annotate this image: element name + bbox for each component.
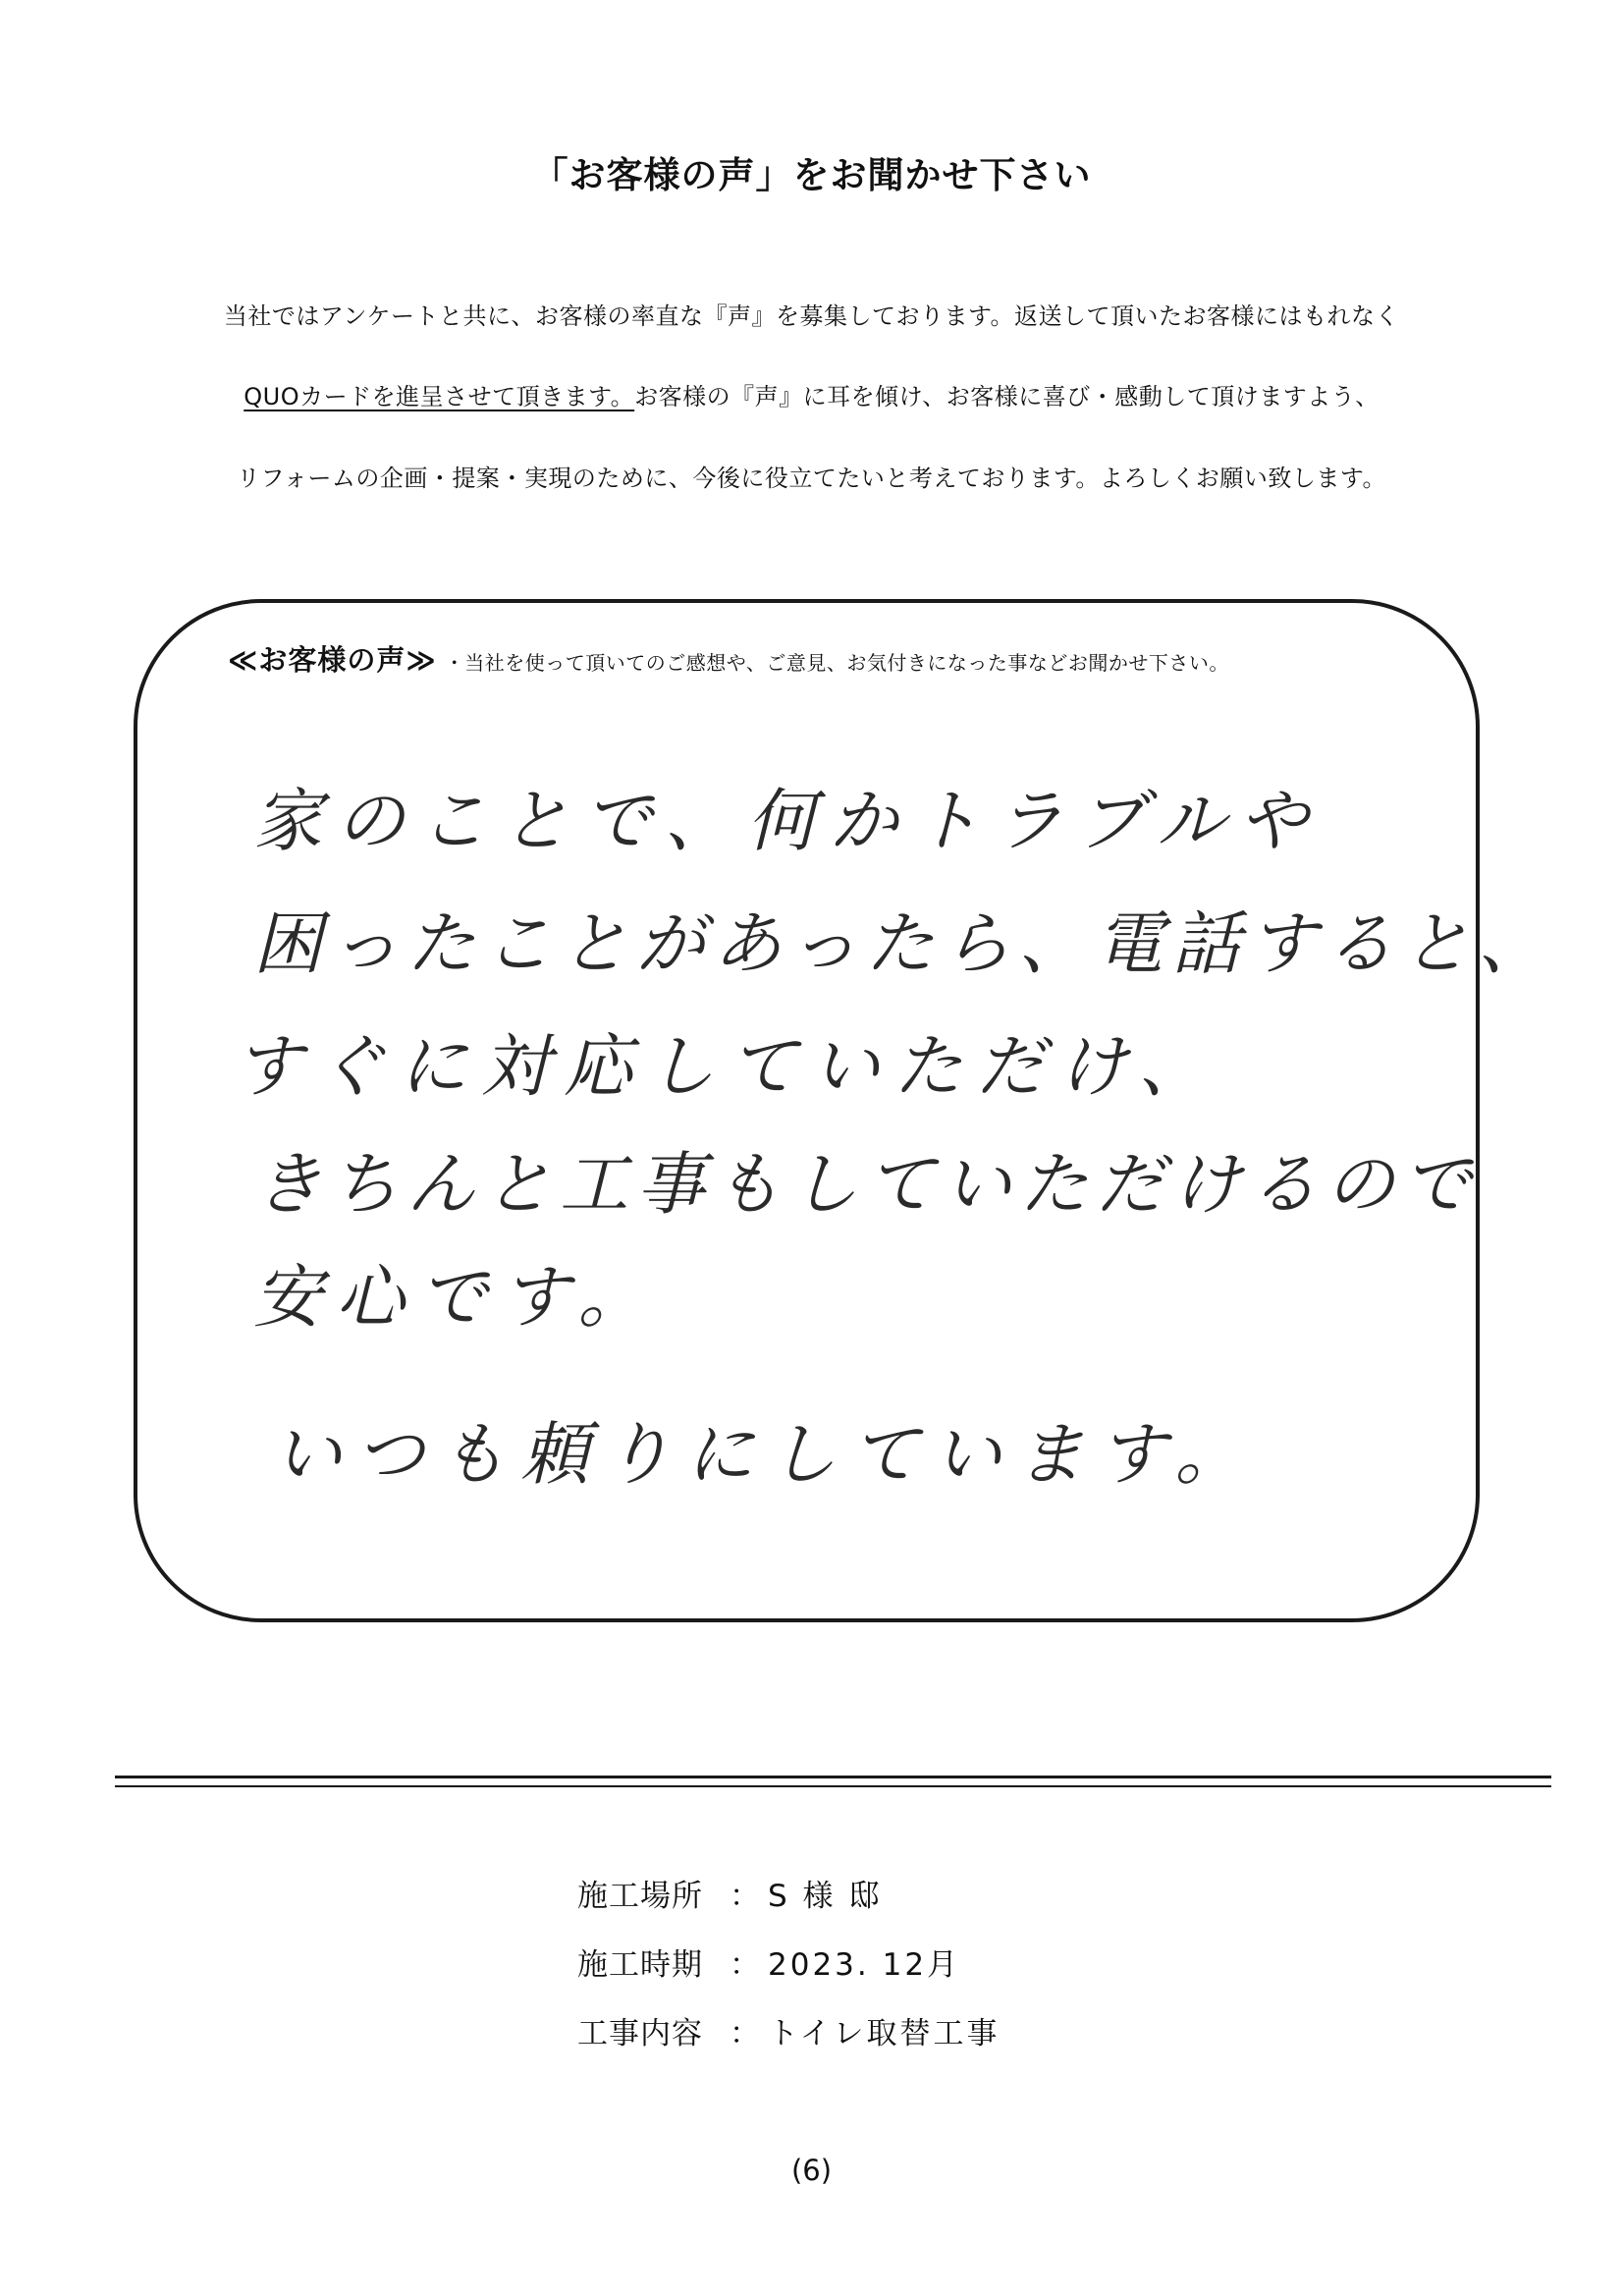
handwritten-line: すぐに対応していただけ、 <box>234 1026 1221 1107</box>
quo-card-offer: QUOカードを進呈させて頂きます。 <box>243 383 635 410</box>
customer-voice-header <box>228 638 1229 679</box>
handwritten-line: いつも頼りにしています。 <box>273 1414 1258 1495</box>
detail-label: 施工時期 <box>577 1947 703 1983</box>
detail-label: 施工場所 <box>577 1879 703 1914</box>
customer-voice-label: ≪お客様の声≫ <box>228 643 437 677</box>
detail-value: 2023. 12月 <box>768 1947 961 1983</box>
handwritten-line: 安心です。 <box>253 1257 661 1338</box>
page-title: 「お客様の声」をお聞かせ下さい <box>531 154 1092 196</box>
construction-details <box>577 1871 1000 2077</box>
detail-value: S 様 邸 <box>768 1879 883 1914</box>
divider-rule <box>115 1776 1551 1778</box>
detail-value: トイレ取替工事 <box>768 2016 1001 2051</box>
divider-rule <box>115 1785 1551 1787</box>
detail-row-location <box>577 1871 1000 1940</box>
intro-line-2 <box>0 377 1623 411</box>
handwritten-line: 家のことで、何かトラブルや <box>253 781 1322 861</box>
detail-row-period <box>577 1940 1000 2008</box>
handwritten-line: 困ったことがあったら、電話すると、 <box>253 903 1555 984</box>
intro-line-1: 当社ではアンケートと共に、お客様の率直な『声』を募集しております。返送して頂いたお客様にはもれなく <box>223 302 1400 330</box>
intro-line-3: リフォームの企画・提案・実現のために、今後に役立てたいと考えております。よろしくお願い致します。 <box>237 465 1386 492</box>
detail-label: 工事内容 <box>577 2016 703 2051</box>
detail-separator: ： <box>730 1879 761 1914</box>
intro-line-2-rest: お客様の『声』に耳を傾け、お客様に喜び・感動して頂けますよう、 <box>634 383 1380 410</box>
detail-row-work <box>577 2008 1000 2077</box>
page-number: (6) <box>790 2154 833 2187</box>
detail-separator: ： <box>730 1947 761 1983</box>
detail-separator: ： <box>730 2016 761 2051</box>
handwritten-line: きちんと工事もしていただけるので <box>253 1144 1479 1225</box>
customer-voice-prompt: ・当社を使って頂いてのご感想や、ご意見、お気付きになった事などお聞かせ下さい。 <box>444 651 1229 675</box>
